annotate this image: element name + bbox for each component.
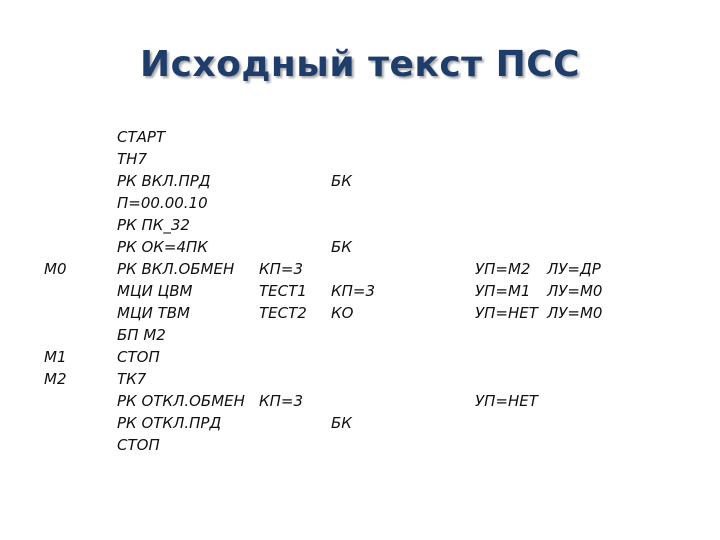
line-param-3: УП=М2: [475, 260, 531, 278]
line-param-3: УП=М1: [475, 282, 531, 300]
line-param-2: БК: [331, 172, 352, 190]
line-operator: РК ВКЛ.ОБМЕН: [117, 260, 235, 278]
line-label: М0: [44, 260, 67, 278]
line-operator: РК ОТКЛ.ПРД: [117, 414, 222, 432]
listing-line: [0, 214, 720, 236]
line-operator: СТОП: [117, 348, 160, 366]
listing-line: [0, 280, 720, 302]
line-operator: П=00.00.10: [117, 194, 208, 212]
line-param-1: КП=3: [259, 260, 304, 278]
listing-line: [0, 368, 720, 390]
line-operator: ТК7: [117, 370, 147, 388]
line-label: М2: [44, 370, 67, 388]
line-param-3: УП=НЕТ: [475, 304, 538, 322]
listing-line: [0, 346, 720, 368]
listing-line: [0, 126, 720, 148]
line-operator: РК ОТКЛ.ОБМЕН: [117, 392, 245, 410]
line-operator: ТН7: [117, 150, 147, 168]
line-param-4: ЛУ=ДР: [547, 260, 601, 278]
line-param-3: УП=НЕТ: [475, 392, 538, 410]
line-param-2: БК: [331, 238, 352, 256]
line-param-2: КП=3: [331, 282, 376, 300]
line-operator: РК ПК_32: [117, 216, 190, 234]
listing-line: [0, 236, 720, 258]
line-operator: МЦИ ТВМ: [117, 304, 190, 322]
source-listing: [0, 126, 720, 466]
line-param-2: БК: [331, 414, 352, 432]
line-operator: БП М2: [117, 326, 166, 344]
line-param-2: КО: [331, 304, 354, 322]
listing-line: [0, 302, 720, 324]
listing-line: [0, 434, 720, 456]
line-param-1: ТЕСТ1: [259, 282, 307, 300]
line-operator: МЦИ ЦВМ: [117, 282, 193, 300]
line-operator: СТОП: [117, 436, 160, 454]
line-operator: РК ОК=4ПК: [117, 238, 208, 256]
line-param-1: ТЕСТ2: [259, 304, 307, 322]
line-param-1: КП=3: [259, 392, 304, 410]
listing-line: [0, 258, 720, 280]
line-label: М1: [44, 348, 67, 366]
line-operator: СТАРТ: [117, 128, 166, 146]
listing-line: [0, 324, 720, 346]
line-param-4: ЛУ=М0: [547, 282, 603, 300]
listing-line: [0, 192, 720, 214]
listing-line: [0, 148, 720, 170]
line-param-4: ЛУ=М0: [547, 304, 603, 322]
listing-line: [0, 170, 720, 192]
listing-line: [0, 412, 720, 434]
listing-line: [0, 390, 720, 412]
line-operator: РК ВКЛ.ПРД: [117, 172, 211, 190]
slide-title: Исходный текст ПСС: [139, 44, 581, 85]
